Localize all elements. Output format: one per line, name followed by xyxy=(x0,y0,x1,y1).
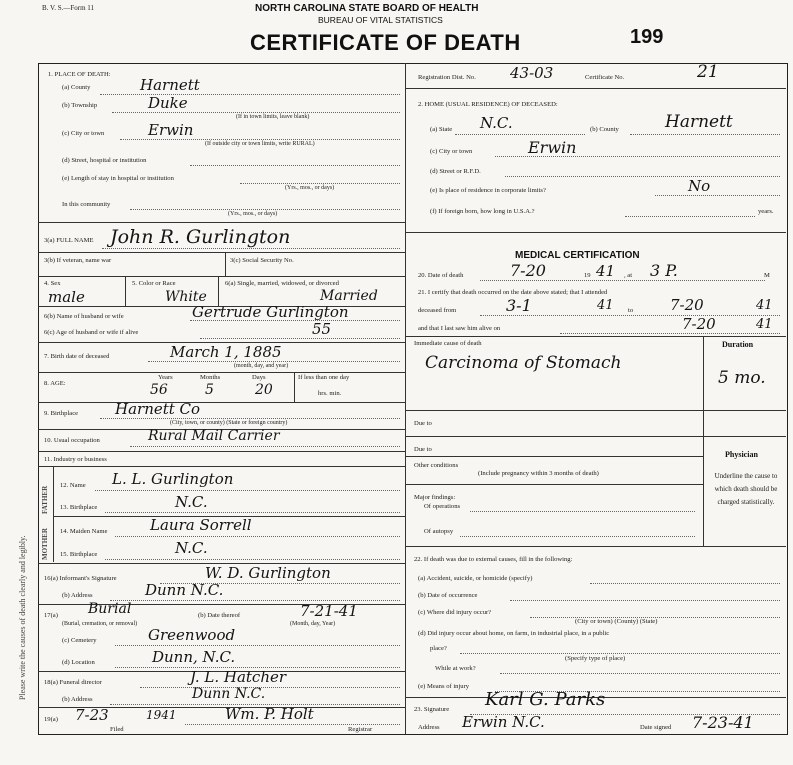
place-of-death-label: 1. PLACE OF DEATH: xyxy=(48,71,111,78)
fullname-value: John R. Gurlington xyxy=(110,226,291,248)
page-title: CERTIFICATE OF DEATH xyxy=(250,30,521,55)
spouse-age-value: 55 xyxy=(312,320,332,338)
attended-from-value: 3-1 xyxy=(506,296,532,315)
fullname-label: 3(a) FULL NAME xyxy=(44,237,94,244)
city-note: (If outside city or town limits, write RURAL) xyxy=(205,141,315,147)
where-label: (c) Where did injury occur? xyxy=(418,609,492,616)
pregnancy-note: (Include pregnancy within 3 months of death) xyxy=(478,470,599,477)
father-birthplace-label: 13. Birthplace xyxy=(60,504,98,511)
father-name-value: L. L. Gurlington xyxy=(112,470,234,488)
state-value: N.C. xyxy=(480,114,513,132)
death-date-value: 7-20 xyxy=(510,261,546,280)
spouse-age-label: 6(c) Age of husband or wife if alive xyxy=(44,329,139,336)
funeral-address-label: (b) Address xyxy=(62,696,93,703)
bureau-title: BUREAU OF VITAL STATISTICS xyxy=(318,15,443,25)
birthplace-label: 9. Birthplace xyxy=(44,410,79,417)
address-label: Address xyxy=(418,724,440,731)
operations-label: Of operations xyxy=(424,503,461,510)
means-label: (e) Means of injury xyxy=(418,683,470,690)
age-days-label: Days xyxy=(252,374,266,381)
age-under-label: If less than one day xyxy=(298,374,350,381)
death-date-label: 20. Date of death xyxy=(418,272,464,279)
birthplace-value: Harnett Co xyxy=(115,400,201,418)
color-value: White xyxy=(165,289,207,305)
cemetery-value: Greenwood xyxy=(148,626,236,644)
county-label: (a) County xyxy=(62,84,91,91)
reg-dist-value: 43-03 xyxy=(510,64,554,82)
burial-value: Burial xyxy=(88,601,132,617)
home-label: 2. HOME (USUAL RESIDENCE) OF DECEASED: xyxy=(418,101,558,108)
home-street-label: (d) Street or R.F.D. xyxy=(430,168,481,175)
cause-value: Carcinoma of Stomach xyxy=(425,353,622,373)
sex-label: 4. Sex xyxy=(44,280,61,287)
physician-title: Physician xyxy=(725,450,758,459)
mother-birthplace-value: N.C. xyxy=(175,539,208,557)
state-label: (a) State xyxy=(430,126,453,133)
stay-label: (e) Length of stay in hospital or institution xyxy=(62,175,174,182)
date-signed-value: 7-23-41 xyxy=(692,713,754,732)
attended-to-year: 41 xyxy=(756,298,773,313)
signature-label: 23. Signature xyxy=(414,706,450,713)
physician-signature: Karl G. Parks xyxy=(485,689,606,710)
occupation-label: 10. Usual occupation xyxy=(44,437,100,444)
city-value: Erwin xyxy=(148,121,194,139)
age-days-value: 20 xyxy=(255,382,273,398)
home-city-value: Erwin xyxy=(528,138,577,157)
corp-label: (e) Is place of residence in corporate limits? xyxy=(430,187,546,194)
age-under-units: hrs. min. xyxy=(318,390,342,397)
age-years-value: 56 xyxy=(150,382,168,398)
birth-value: March 1, 1885 xyxy=(170,343,282,361)
spouse-value: Gertrude Gurlington xyxy=(192,303,349,321)
birthplace-note: (City, town, or county) (State or foreign country) xyxy=(170,420,288,426)
autopsy-label: Of autopsy xyxy=(424,528,454,535)
duration-label: Duration xyxy=(722,340,754,349)
due-to-label: Due to xyxy=(414,420,432,427)
filed-label: 19(a) xyxy=(44,716,58,723)
township-note: (If in town limits, leave blank) xyxy=(236,114,310,120)
community-units: (Yrs., mos., or days) xyxy=(228,211,278,217)
marital-label: 6(a) Single, married, widowed, or divorced xyxy=(225,280,339,287)
board-title: NORTH CAROLINA STATE BOARD OF HEALTH xyxy=(255,3,479,14)
physician-address-value: Erwin N.C. xyxy=(462,713,545,731)
cert-label: Certificate No. xyxy=(585,74,625,81)
date-signed-label: Date signed xyxy=(640,724,672,731)
father-name-label: 12. Name xyxy=(60,482,86,489)
place-note: (Specify type of place) xyxy=(565,655,626,662)
major-findings-label: Major findings: xyxy=(414,494,456,501)
immediate-label: Immediate cause of death xyxy=(414,340,482,347)
form-id: B. V. S.—Form 11 xyxy=(42,4,94,12)
county-value: Harnett xyxy=(140,76,200,94)
burial-note: (Burial, cremation, or removal) xyxy=(62,621,138,627)
township-label: (b) Township xyxy=(62,102,98,109)
location-value: Dunn, N.C. xyxy=(152,648,236,666)
duration-value: 5 mo. xyxy=(718,368,766,388)
age-years-label: Years xyxy=(158,374,173,381)
burial-date-value: 7-21-41 xyxy=(300,602,358,620)
certify-text: 21. I certify that death occurred on the date above stated; that I attended xyxy=(418,289,608,296)
to-label: to xyxy=(628,307,634,314)
external-label: 22. If death was due to external causes, fill in the following: xyxy=(414,556,573,563)
reg-dist-label: Registration Dist. No. xyxy=(418,74,476,81)
filed-note: Filed xyxy=(110,726,124,733)
informant-address-value: Dunn N.C. xyxy=(145,581,224,599)
ssn-label: 3(c) Social Security No. xyxy=(230,257,294,264)
other-conditions-label: Other conditions xyxy=(414,462,459,469)
mother-name-label: 14. Maiden Name xyxy=(60,528,108,535)
mother-name-value: Laura Sorrell xyxy=(150,516,252,534)
street-label: (d) Street, hospital or institution xyxy=(62,157,147,164)
last-seen-year: 41 xyxy=(756,317,773,332)
sex-value: male xyxy=(48,288,85,306)
cert-value: 21 xyxy=(697,62,719,82)
last-seen-value: 7-20 xyxy=(682,315,716,333)
filed-date-value: 7-23 xyxy=(75,706,109,724)
funeral-address-value: Dunn N.C. xyxy=(192,686,266,702)
mother-birthplace-label: 15. Birthplace xyxy=(60,551,98,558)
attended-to-value: 7-20 xyxy=(670,296,704,314)
death-time-unit: M xyxy=(764,272,770,279)
place-label: place? xyxy=(430,645,447,652)
filed-year-value: 1941 xyxy=(146,708,177,722)
marital-value: Married xyxy=(320,288,378,304)
foreign-units: years. xyxy=(758,208,774,215)
stamp-number: 199 xyxy=(630,26,664,48)
last-seen-label: and that I last saw him alive on xyxy=(418,325,501,332)
father-birthplace-value: N.C. xyxy=(175,493,208,511)
age-months-value: 5 xyxy=(205,382,214,398)
industry-label: 11. Industry or business xyxy=(44,456,107,463)
margin-note: Please write the causes of death clearly and legibly. xyxy=(18,535,27,700)
informant-value: W. D. Gurlington xyxy=(205,564,331,582)
death-time-value: 3 P. xyxy=(650,261,678,280)
where-columns: (City or town) (County) (State) xyxy=(575,618,658,625)
funeral-label: 18(a) Funeral director xyxy=(44,679,102,686)
registrar-label: Registrar xyxy=(348,726,373,733)
while-at-work-label: While at work? xyxy=(435,665,476,672)
corp-value: No xyxy=(688,177,711,195)
cemetery-label: (c) Cemetery xyxy=(62,637,97,644)
home-county-label: (b) County xyxy=(590,126,619,133)
city-label: (c) City or town xyxy=(62,130,105,137)
death-year-label: 19 xyxy=(584,272,591,279)
birth-note: (month, day, and year) xyxy=(234,363,289,369)
center-divider xyxy=(405,63,406,734)
community-label: In this community xyxy=(62,201,111,208)
attended-label: deceased from xyxy=(418,307,457,314)
veteran-label: 3(b) If veteran, name war xyxy=(44,257,112,264)
informant-label: 16(a) Informant's Signature xyxy=(44,575,117,582)
home-farm-label: (d) Did injury occur about home, on farm, in industrial place, in a public xyxy=(418,630,610,637)
age-months-label: Months xyxy=(200,374,221,381)
mother-tag: MOTHER xyxy=(41,528,49,560)
home-county-value: Harnett xyxy=(665,112,733,132)
occurrence-label: (b) Date of occurrence xyxy=(418,592,478,599)
stay-units: (Yrs., mos., or days) xyxy=(285,185,335,191)
age-label: 8. AGE: xyxy=(44,380,66,387)
accident-label: (a) Accident, suicide, or homicide (specify) xyxy=(418,575,533,582)
occupation-value: Rural Mail Carrier xyxy=(148,428,280,444)
due-to-2-label: Due to xyxy=(414,446,432,453)
township-value: Duke xyxy=(148,94,188,112)
funeral-value: J. L. Hatcher xyxy=(190,668,287,686)
father-tag: FATHER xyxy=(41,485,49,514)
at-label: , at xyxy=(624,272,633,279)
informant-address-label: (b) Address xyxy=(62,592,93,599)
home-city-label: (c) City or town xyxy=(430,148,473,155)
burial-date-note: (Month, day, Year) xyxy=(290,621,336,627)
birth-label: 7. Birth date of deceased xyxy=(44,353,110,360)
location-label: (d) Location xyxy=(62,659,95,666)
burial-label: 17(a) xyxy=(44,612,58,619)
burial-date-label: (b) Date thereof xyxy=(198,612,241,619)
spouse-label: 6(b) Name of husband or wife xyxy=(44,313,124,320)
foreign-label: (f) If foreign born, how long in U.S.A.? xyxy=(430,208,535,215)
medical-certification-title: MEDICAL CERTIFICATION xyxy=(515,250,640,261)
attended-from-year: 41 xyxy=(597,298,614,313)
color-label: 5. Color or Race xyxy=(132,280,176,287)
registrar-signature: Wm. P. Holt xyxy=(225,705,314,723)
death-year-value: 41 xyxy=(596,262,616,280)
physician-note: Underline the cause to which death should be charged statistically. xyxy=(714,472,778,506)
